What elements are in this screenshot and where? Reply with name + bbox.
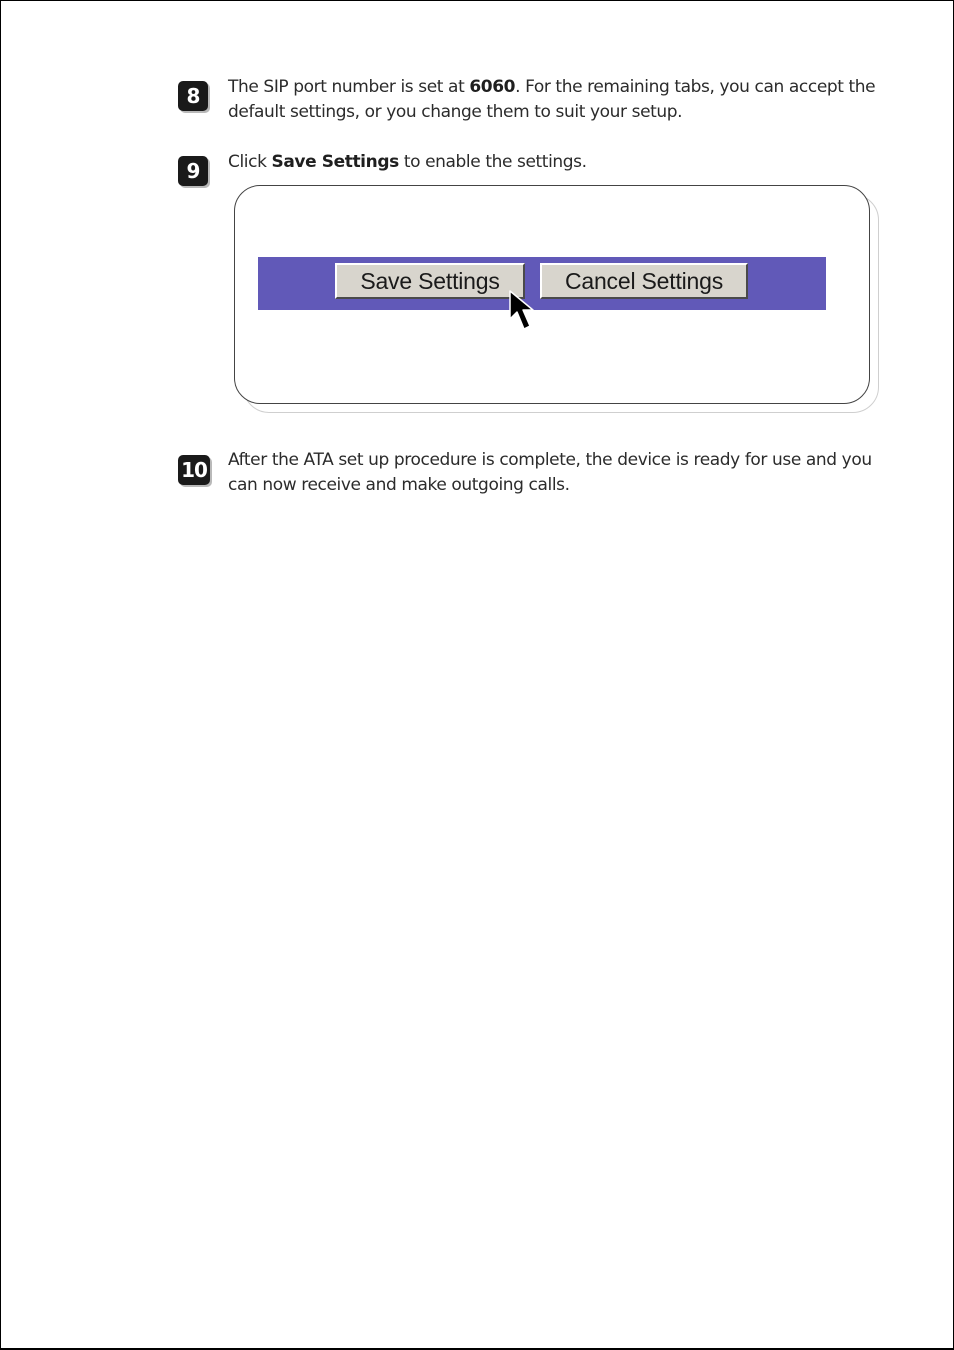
step-8-text-start: The SIP port number is set at [228, 77, 470, 97]
cancel-settings-button[interactable]: Cancel Settings [540, 263, 748, 299]
mouse-pointer-icon [508, 289, 542, 335]
step-10-text: After the ATA set up procedure is complete, the device is ready for use and you can now receive and make outgoing calls. [228, 450, 872, 495]
step-9-text-start: Click [228, 152, 272, 172]
step-8-text-end: . For the remaining tabs, you can accept the default settings, or you change them to suit your setup. [228, 77, 876, 122]
step-8-text [228, 75, 896, 125]
sip-port-value: 6060 [469, 77, 516, 97]
step-9-text-end: to enable the settings. [398, 152, 587, 172]
step-number-badge: 9 [178, 156, 208, 186]
step-number-badge: 10 [178, 455, 210, 485]
save-settings-button[interactable]: Save Settings [335, 263, 525, 299]
step-9-text [228, 150, 896, 175]
step-number-badge: 8 [178, 81, 208, 111]
save-settings-emphasis: Save Settings [271, 152, 399, 172]
